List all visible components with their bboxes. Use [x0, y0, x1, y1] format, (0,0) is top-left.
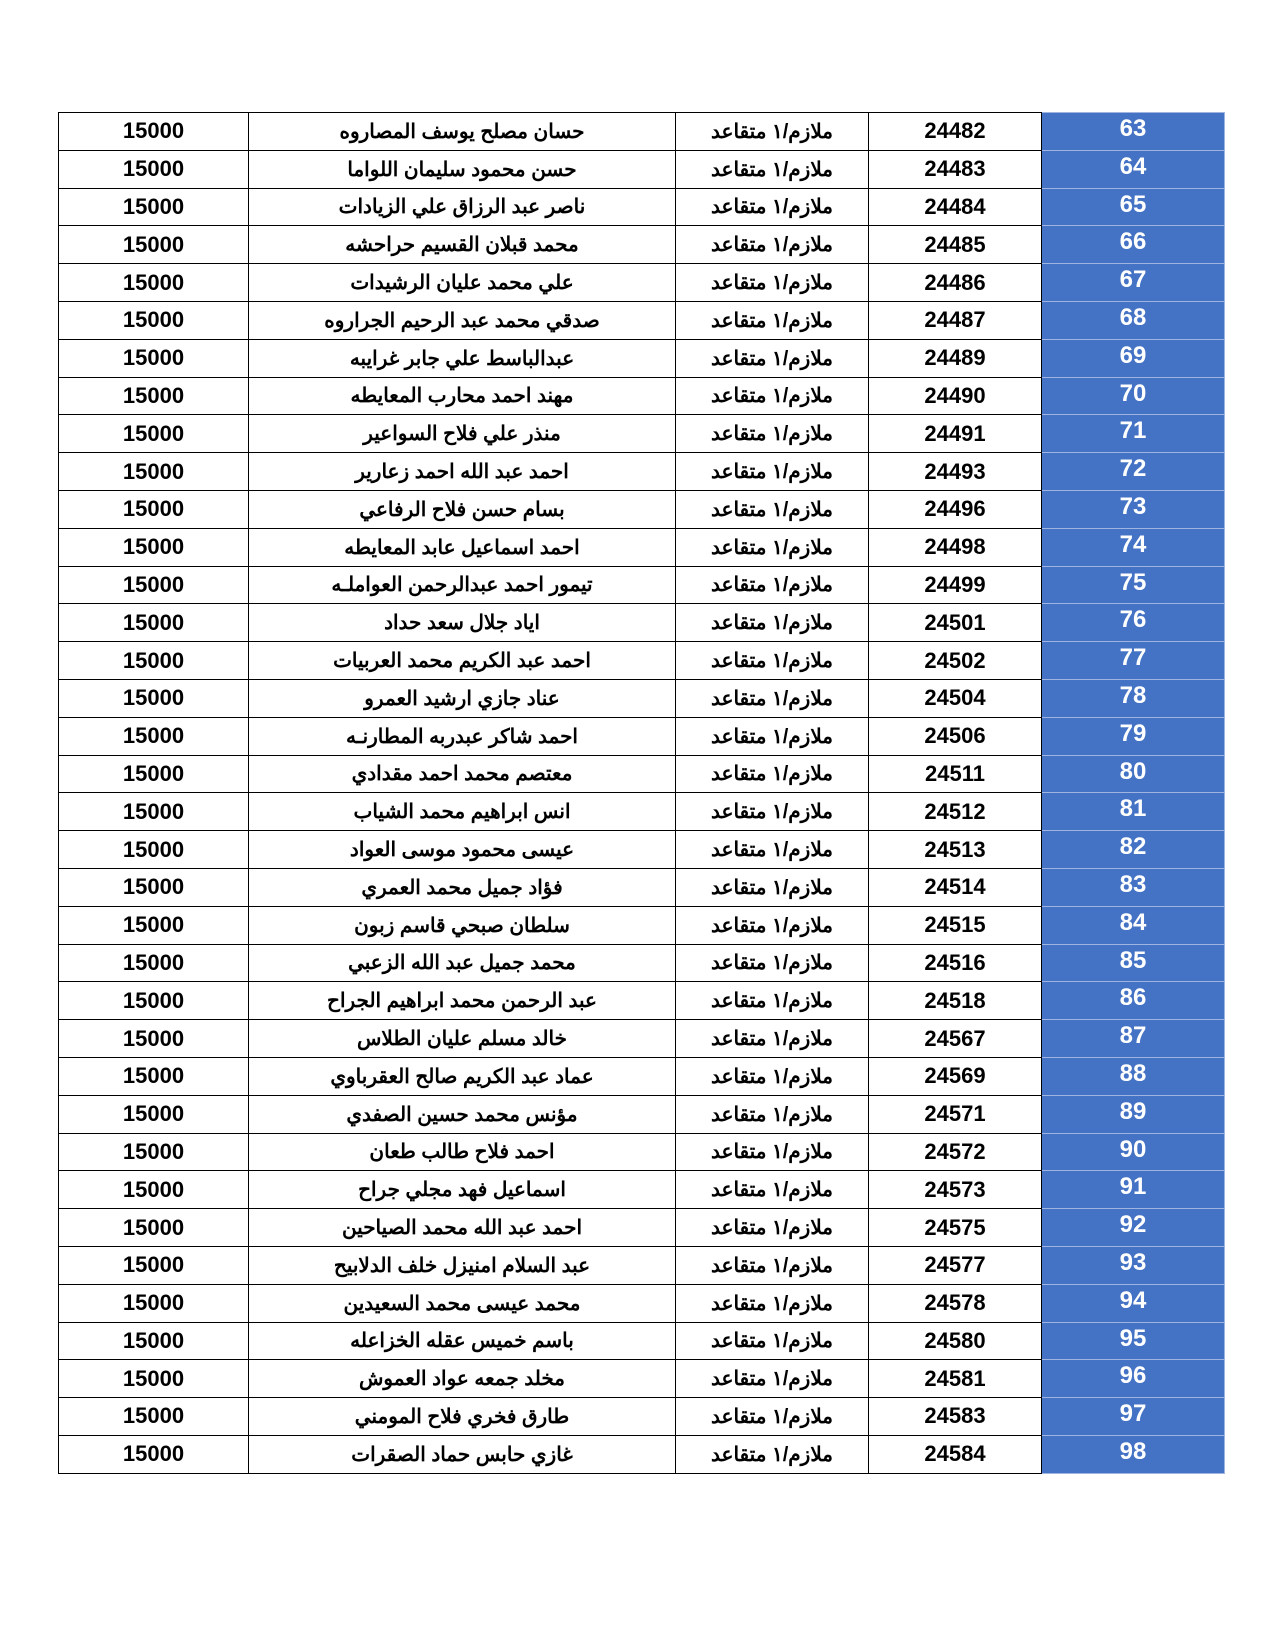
rank-cell: ملازم/١ متقاعد — [676, 1209, 869, 1247]
amount-cell: 15000 — [59, 1360, 249, 1398]
sequence-cell: 71 — [1042, 415, 1225, 453]
name-cell: محمد قبلان القسيم حراحشه — [249, 226, 676, 264]
amount-cell: 15000 — [59, 982, 249, 1020]
sequence-cell: 75 — [1042, 566, 1225, 604]
table-row — [59, 1322, 1225, 1360]
rank-cell: ملازم/١ متقاعد — [676, 1133, 869, 1171]
table-row — [59, 642, 1225, 680]
id-cell: 24493 — [869, 453, 1042, 491]
name-cell: ناصر عبد الرزاق علي الزيادات — [249, 188, 676, 226]
table-row — [59, 906, 1225, 944]
amount-cell: 15000 — [59, 1284, 249, 1322]
rank-cell: ملازم/١ متقاعد — [676, 982, 869, 1020]
name-cell: بسام حسن فلاح الرفاعي — [249, 490, 676, 528]
table-row — [59, 1020, 1225, 1058]
rank-cell: ملازم/١ متقاعد — [676, 642, 869, 680]
table-row — [59, 1398, 1225, 1436]
table-row — [59, 1171, 1225, 1209]
sequence-cell: 83 — [1042, 868, 1225, 906]
amount-cell: 15000 — [59, 1133, 249, 1171]
sequence-cell: 77 — [1042, 642, 1225, 680]
rank-cell: ملازم/١ متقاعد — [676, 1246, 869, 1284]
id-cell: 24572 — [869, 1133, 1042, 1171]
rank-cell: ملازم/١ متقاعد — [676, 377, 869, 415]
id-cell: 24489 — [869, 339, 1042, 377]
rank-cell: ملازم/١ متقاعد — [676, 944, 869, 982]
id-cell: 24571 — [869, 1095, 1042, 1133]
table-row — [59, 1209, 1225, 1247]
rank-cell: ملازم/١ متقاعد — [676, 1020, 869, 1058]
amount-cell: 15000 — [59, 604, 249, 642]
sequence-cell: 88 — [1042, 1057, 1225, 1095]
id-cell: 24483 — [869, 150, 1042, 188]
amount-cell: 15000 — [59, 755, 249, 793]
sequence-cell: 68 — [1042, 301, 1225, 339]
sequence-cell: 73 — [1042, 490, 1225, 528]
rank-cell: ملازم/١ متقاعد — [676, 150, 869, 188]
id-cell: 24506 — [869, 717, 1042, 755]
sequence-cell: 64 — [1042, 150, 1225, 188]
name-cell: باسم خميس عقله الخزاعله — [249, 1322, 676, 1360]
name-cell: عبد السلام امنيزل خلف الدلابيح — [249, 1246, 676, 1284]
id-cell: 24502 — [869, 642, 1042, 680]
sequence-cell: 70 — [1042, 377, 1225, 415]
id-cell: 24567 — [869, 1020, 1042, 1058]
id-cell: 24511 — [869, 755, 1042, 793]
id-cell: 24569 — [869, 1057, 1042, 1095]
rank-cell: ملازم/١ متقاعد — [676, 188, 869, 226]
sequence-cell: 81 — [1042, 793, 1225, 831]
sequence-cell: 87 — [1042, 1020, 1225, 1058]
sequence-cell: 95 — [1042, 1322, 1225, 1360]
rank-cell: ملازم/١ متقاعد — [676, 604, 869, 642]
rank-cell: ملازم/١ متقاعد — [676, 226, 869, 264]
name-cell: اسماعيل فهد مجلي جراح — [249, 1171, 676, 1209]
amount-cell: 15000 — [59, 1435, 249, 1473]
id-cell: 24573 — [869, 1171, 1042, 1209]
name-cell: فؤاد جميل محمد العمري — [249, 868, 676, 906]
amount-cell: 15000 — [59, 339, 249, 377]
id-cell: 24504 — [869, 679, 1042, 717]
rank-cell: ملازم/١ متقاعد — [676, 906, 869, 944]
amount-cell: 15000 — [59, 1095, 249, 1133]
table-row — [59, 868, 1225, 906]
table-row — [59, 1360, 1225, 1398]
sequence-cell: 93 — [1042, 1246, 1225, 1284]
rank-cell: ملازم/١ متقاعد — [676, 566, 869, 604]
name-cell: عماد عبد الكريم صالح العقرباوي — [249, 1057, 676, 1095]
table-body — [59, 113, 1225, 1474]
name-cell: صدقي محمد عبد الرحيم الجراروه — [249, 301, 676, 339]
id-cell: 24491 — [869, 415, 1042, 453]
id-cell: 24575 — [869, 1209, 1042, 1247]
amount-cell: 15000 — [59, 793, 249, 831]
name-cell: احمد عبد الكريم محمد العربيات — [249, 642, 676, 680]
id-cell: 24487 — [869, 301, 1042, 339]
table-row — [59, 453, 1225, 491]
sequence-cell: 98 — [1042, 1435, 1225, 1473]
sequence-cell: 65 — [1042, 188, 1225, 226]
table-row — [59, 377, 1225, 415]
name-cell: محمد جميل عبد الله الزعبي — [249, 944, 676, 982]
sequence-cell: 92 — [1042, 1209, 1225, 1247]
name-cell: عيسى محمود موسى العواد — [249, 831, 676, 869]
rank-cell: ملازم/١ متقاعد — [676, 264, 869, 302]
table-row — [59, 566, 1225, 604]
amount-cell: 15000 — [59, 1020, 249, 1058]
name-cell: احمد اسماعيل عابد المعايطه — [249, 528, 676, 566]
rank-cell: ملازم/١ متقاعد — [676, 831, 869, 869]
table-row — [59, 1246, 1225, 1284]
table-row — [59, 188, 1225, 226]
retirees-table — [58, 112, 1225, 1474]
table-row — [59, 1284, 1225, 1322]
id-cell: 24583 — [869, 1398, 1042, 1436]
sequence-cell: 78 — [1042, 679, 1225, 717]
id-cell: 24518 — [869, 982, 1042, 1020]
rank-cell: ملازم/١ متقاعد — [676, 113, 869, 151]
amount-cell: 15000 — [59, 679, 249, 717]
table-row — [59, 679, 1225, 717]
id-cell: 24584 — [869, 1435, 1042, 1473]
amount-cell: 15000 — [59, 150, 249, 188]
rank-cell: ملازم/١ متقاعد — [676, 755, 869, 793]
sequence-cell: 69 — [1042, 339, 1225, 377]
id-cell: 24482 — [869, 113, 1042, 151]
name-cell: علي محمد عليان الرشيدات — [249, 264, 676, 302]
table-row — [59, 604, 1225, 642]
rank-cell: ملازم/١ متقاعد — [676, 717, 869, 755]
amount-cell: 15000 — [59, 490, 249, 528]
id-cell: 24496 — [869, 490, 1042, 528]
name-cell: حسان مصلح يوسف المصاروه — [249, 113, 676, 151]
name-cell: طارق فخري فلاح المومني — [249, 1398, 676, 1436]
rank-cell: ملازم/١ متقاعد — [676, 793, 869, 831]
name-cell: سلطان صبحي قاسم زبون — [249, 906, 676, 944]
id-cell: 24512 — [869, 793, 1042, 831]
sequence-cell: 74 — [1042, 528, 1225, 566]
id-cell: 24490 — [869, 377, 1042, 415]
table-row — [59, 1133, 1225, 1171]
amount-cell: 15000 — [59, 226, 249, 264]
table-row — [59, 150, 1225, 188]
amount-cell: 15000 — [59, 415, 249, 453]
sequence-cell: 86 — [1042, 982, 1225, 1020]
rank-cell: ملازم/١ متقاعد — [676, 868, 869, 906]
amount-cell: 15000 — [59, 944, 249, 982]
id-cell: 24498 — [869, 528, 1042, 566]
amount-cell: 15000 — [59, 264, 249, 302]
amount-cell: 15000 — [59, 188, 249, 226]
id-cell: 24501 — [869, 604, 1042, 642]
sequence-cell: 72 — [1042, 453, 1225, 491]
table-row — [59, 490, 1225, 528]
sequence-cell: 63 — [1042, 113, 1225, 151]
table-row — [59, 264, 1225, 302]
name-cell: مؤنس محمد حسين الصفدي — [249, 1095, 676, 1133]
name-cell: احمد عبد الله محمد الصياحين — [249, 1209, 676, 1247]
sequence-cell: 82 — [1042, 831, 1225, 869]
amount-cell: 15000 — [59, 1057, 249, 1095]
rank-cell: ملازم/١ متقاعد — [676, 339, 869, 377]
name-cell: احمد عبد الله احمد زعارير — [249, 453, 676, 491]
table-row — [59, 113, 1225, 151]
amount-cell: 15000 — [59, 113, 249, 151]
table-row — [59, 226, 1225, 264]
name-cell: محمد عيسى محمد السعيدين — [249, 1284, 676, 1322]
name-cell: عناد جازي ارشيد العمرو — [249, 679, 676, 717]
amount-cell: 15000 — [59, 831, 249, 869]
table-row — [59, 793, 1225, 831]
rank-cell: ملازم/١ متقاعد — [676, 415, 869, 453]
rank-cell: ملازم/١ متقاعد — [676, 301, 869, 339]
name-cell: انس ابراهيم محمد الشياب — [249, 793, 676, 831]
rank-cell: ملازم/١ متقاعد — [676, 679, 869, 717]
id-cell: 24581 — [869, 1360, 1042, 1398]
sequence-cell: 84 — [1042, 906, 1225, 944]
table-row — [59, 415, 1225, 453]
table-row — [59, 944, 1225, 982]
id-cell: 24514 — [869, 868, 1042, 906]
amount-cell: 15000 — [59, 301, 249, 339]
id-cell: 24499 — [869, 566, 1042, 604]
name-cell: اياد جلال سعد حداد — [249, 604, 676, 642]
table-row — [59, 982, 1225, 1020]
id-cell: 24515 — [869, 906, 1042, 944]
rank-cell: ملازم/١ متقاعد — [676, 490, 869, 528]
table-row — [59, 528, 1225, 566]
rank-cell: ملازم/١ متقاعد — [676, 1322, 869, 1360]
name-cell: عبدالباسط علي جابر غرايبه — [249, 339, 676, 377]
amount-cell: 15000 — [59, 566, 249, 604]
table-row — [59, 717, 1225, 755]
amount-cell: 15000 — [59, 528, 249, 566]
rank-cell: ملازم/١ متقاعد — [676, 453, 869, 491]
sequence-cell: 91 — [1042, 1171, 1225, 1209]
amount-cell: 15000 — [59, 868, 249, 906]
sequence-cell: 90 — [1042, 1133, 1225, 1171]
name-cell: تيمور احمد عبدالرحمن العواملـه — [249, 566, 676, 604]
table-row — [59, 1095, 1225, 1133]
rank-cell: ملازم/١ متقاعد — [676, 1284, 869, 1322]
table-row — [59, 1435, 1225, 1473]
id-cell: 24577 — [869, 1246, 1042, 1284]
sequence-cell: 66 — [1042, 226, 1225, 264]
name-cell: مخلد جمعه عواد العموش — [249, 1360, 676, 1398]
amount-cell: 15000 — [59, 642, 249, 680]
name-cell: عبد الرحمن محمد ابراهيم الجراح — [249, 982, 676, 1020]
id-cell: 24516 — [869, 944, 1042, 982]
id-cell: 24484 — [869, 188, 1042, 226]
name-cell: احمد شاكر عبدربه المطارنـه — [249, 717, 676, 755]
sequence-cell: 96 — [1042, 1360, 1225, 1398]
sequence-cell: 89 — [1042, 1095, 1225, 1133]
table-row — [59, 301, 1225, 339]
name-cell: منذر علي فلاح السواعير — [249, 415, 676, 453]
amount-cell: 15000 — [59, 453, 249, 491]
rank-cell: ملازم/١ متقاعد — [676, 1435, 869, 1473]
name-cell: معتصم محمد احمد مقدادي — [249, 755, 676, 793]
amount-cell: 15000 — [59, 377, 249, 415]
amount-cell: 15000 — [59, 717, 249, 755]
amount-cell: 15000 — [59, 1398, 249, 1436]
rank-cell: ملازم/١ متقاعد — [676, 528, 869, 566]
name-cell: خالد مسلم عليان الطلاس — [249, 1020, 676, 1058]
id-cell: 24580 — [869, 1322, 1042, 1360]
rank-cell: ملازم/١ متقاعد — [676, 1360, 869, 1398]
rank-cell: ملازم/١ متقاعد — [676, 1057, 869, 1095]
table-row — [59, 831, 1225, 869]
amount-cell: 15000 — [59, 906, 249, 944]
sequence-cell: 97 — [1042, 1398, 1225, 1436]
sequence-cell: 80 — [1042, 755, 1225, 793]
amount-cell: 15000 — [59, 1171, 249, 1209]
id-cell: 24578 — [869, 1284, 1042, 1322]
name-cell: مهند احمد محارب المعايطه — [249, 377, 676, 415]
table-row — [59, 339, 1225, 377]
rank-cell: ملازم/١ متقاعد — [676, 1398, 869, 1436]
rank-cell: ملازم/١ متقاعد — [676, 1171, 869, 1209]
sequence-cell: 94 — [1042, 1284, 1225, 1322]
sequence-cell: 67 — [1042, 264, 1225, 302]
sequence-cell: 76 — [1042, 604, 1225, 642]
name-cell: احمد فلاح طالب طعان — [249, 1133, 676, 1171]
id-cell: 24513 — [869, 831, 1042, 869]
rank-cell: ملازم/١ متقاعد — [676, 1095, 869, 1133]
amount-cell: 15000 — [59, 1209, 249, 1247]
table-row — [59, 755, 1225, 793]
amount-cell: 15000 — [59, 1246, 249, 1284]
sequence-cell: 85 — [1042, 944, 1225, 982]
name-cell: حسن محمود سليمان اللواما — [249, 150, 676, 188]
id-cell: 24485 — [869, 226, 1042, 264]
sequence-cell: 79 — [1042, 717, 1225, 755]
name-cell: غازي حابس حماد الصقرات — [249, 1435, 676, 1473]
id-cell: 24486 — [869, 264, 1042, 302]
amount-cell: 15000 — [59, 1322, 249, 1360]
table-row — [59, 1057, 1225, 1095]
